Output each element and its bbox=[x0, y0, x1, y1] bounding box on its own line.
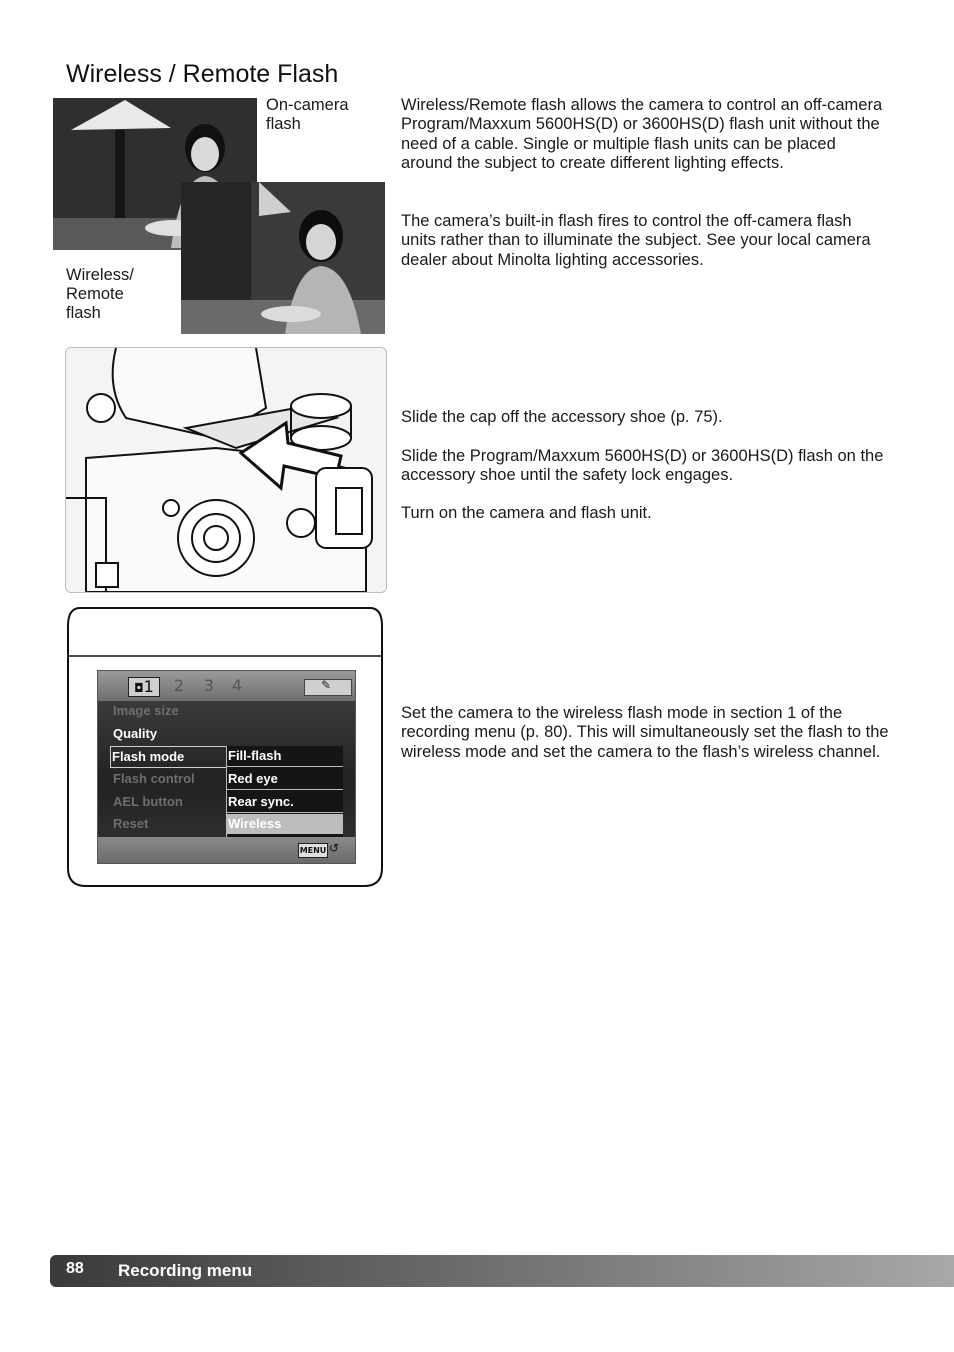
paragraph-step-mount-flash: Slide the Program/Maxxum 5600HS(D) or 3600HS(D) flash on the accessory shoe until the safety lock engages. bbox=[401, 447, 884, 485]
recording-menu-screen bbox=[97, 670, 356, 864]
camera-accessory-shoe-illustration bbox=[65, 347, 387, 593]
paragraph-step-turn-on: Turn on the camera and flash unit. bbox=[401, 504, 652, 522]
menu-item-image-size[interactable]: Image size bbox=[113, 703, 179, 718]
option-wireless[interactable]: Wireless bbox=[227, 814, 343, 834]
tab-recording-2[interactable]: 2 bbox=[173, 676, 185, 695]
caption-on-camera-flash: On-camera flash bbox=[266, 96, 349, 133]
tab-recording-3[interactable]: 3 bbox=[203, 676, 215, 695]
tab-setup[interactable] bbox=[304, 679, 352, 696]
caption-wireless-remote-flash: Wireless/ Remote flash bbox=[66, 266, 134, 322]
paragraph-built-in-flash: The camera’s built-in flash fires to control the off-camera flash units rather than to illuminate the subject. See your local camera dealer about Minolta lighting accessories. bbox=[401, 212, 871, 269]
page-footer bbox=[50, 1255, 954, 1287]
section-name: Recording menu bbox=[118, 1261, 253, 1280]
menu-list bbox=[98, 701, 355, 837]
paragraph-intro: Wireless/Remote flash allows the camera to control an off-camera Program/Maxxum 5600HS(D) or 3600HS(D) flash unit without the need of a cable. Single or multiple flash units can be placed around the subject to create different lighting effects. bbox=[401, 96, 883, 173]
menu-item-flash-control[interactable]: Flash control bbox=[113, 771, 195, 786]
option-rear-sync[interactable]: Rear sync. bbox=[227, 792, 343, 813]
menu-item-quality[interactable]: Quality bbox=[113, 726, 158, 741]
page-number: 88 bbox=[66, 1260, 84, 1277]
menu-item-ael-button[interactable]: AEL button bbox=[113, 794, 183, 809]
menu-button[interactable]: MENU bbox=[298, 843, 328, 858]
back-arrow-icon: ↺ bbox=[329, 841, 340, 855]
menu-tab-bar bbox=[98, 671, 355, 701]
option-fill-flash[interactable]: Fill-flash bbox=[227, 746, 343, 767]
menu-footer-bar bbox=[98, 837, 355, 863]
tab-recording-4[interactable]: 4 bbox=[231, 676, 243, 695]
page-title: Wireless / Remote Flash bbox=[66, 60, 339, 88]
wrench-icon: ✎ bbox=[321, 678, 332, 692]
photo-wireless-remote-flash bbox=[181, 182, 385, 334]
tab-recording-1[interactable]: ◘1 bbox=[128, 677, 160, 697]
paragraph-step-slide-cap: Slide the cap off the accessory shoe (p. 75). bbox=[401, 408, 723, 426]
menu-item-flash-mode[interactable]: Flash mode bbox=[110, 746, 227, 768]
menu-item-reset[interactable]: Reset bbox=[113, 816, 149, 831]
paragraph-set-wireless-mode: Set the camera to the wireless flash mode in section 1 of the recording menu (p. 80). This will simultaneously set the flash to the wireless mode and set the camera to the flash’s wireless channel. bbox=[401, 704, 889, 761]
option-red-eye[interactable]: Red eye bbox=[227, 769, 343, 790]
camera-icon: ◘ bbox=[134, 681, 144, 695]
